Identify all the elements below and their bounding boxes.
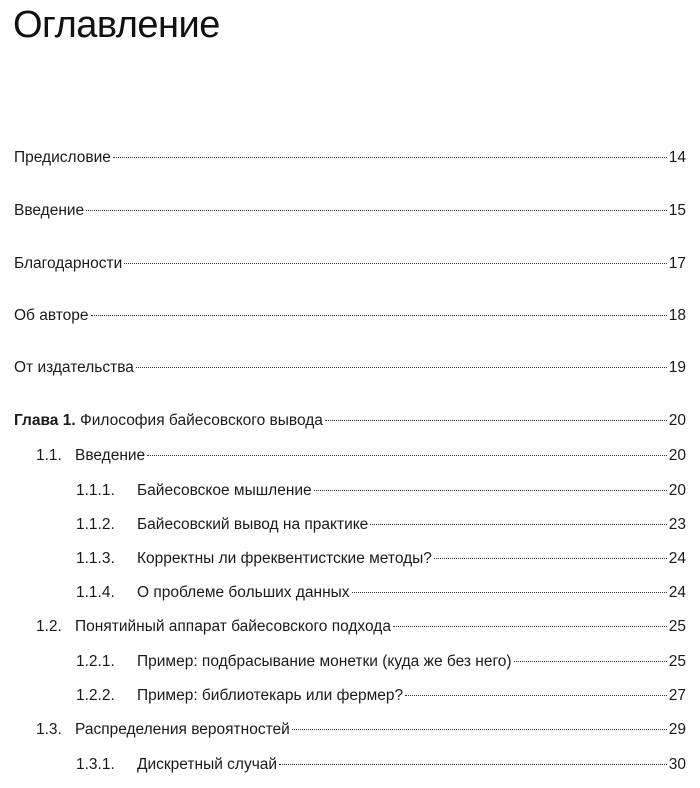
toc-entry-label: От издательства: [14, 359, 134, 376]
toc-entry-section-1-1-4[interactable]: [76, 583, 686, 603]
toc-entry-label: Благодарности: [14, 255, 123, 272]
toc-page-number: 18: [668, 307, 686, 324]
dot-leader: [405, 695, 667, 696]
chapter-title: Философия байесовского вывода: [79, 412, 323, 429]
toc-entry-preface[interactable]: [14, 148, 686, 168]
toc-page-number: 14: [668, 149, 686, 166]
dot-leader: [314, 490, 667, 491]
toc-entry-section-1-3[interactable]: [36, 720, 686, 740]
toc-entry-section-1-2-1[interactable]: [76, 652, 686, 672]
section-number: 1.1.: [36, 447, 62, 464]
toc-entry-section-1-1[interactable]: [36, 446, 686, 466]
toc-entry-introduction[interactable]: [14, 201, 686, 221]
section-number: 1.1.4.: [76, 584, 115, 601]
toc-page-number: 17: [668, 255, 686, 272]
toc-entry-section-1-2-2[interactable]: [76, 686, 686, 706]
toc-entry-label: О проблеме больших данных: [137, 584, 350, 601]
dot-leader: [352, 592, 667, 593]
toc-page-number: 20: [668, 412, 686, 429]
toc-entry-label: Байесовский вывод на практике: [137, 516, 369, 533]
chapter-prefix: Глава 1.: [14, 412, 76, 429]
section-number: 1.3.1.: [76, 756, 115, 773]
toc-entry-label: Об авторе: [14, 307, 89, 324]
toc-entry-section-1-3-1[interactable]: [76, 755, 686, 775]
toc-entry-label: Корректны ли фреквентистские методы?: [137, 550, 432, 567]
toc-entry-label: [14, 411, 323, 431]
toc-entry-label: Дискретный случай: [137, 756, 278, 773]
toc-entry-label: Понятийный аппарат байесовского подхода: [75, 618, 391, 635]
dot-leader: [434, 558, 667, 559]
toc-entry-label: Байесовское мышление: [137, 482, 312, 499]
toc-entry-label: Распределения вероятностей: [75, 721, 290, 738]
dot-leader: [279, 764, 667, 765]
toc-entry-chapter-1[interactable]: [14, 411, 686, 431]
toc-page-number: 25: [668, 618, 686, 635]
toc-entry-acknowledgements[interactable]: [14, 254, 686, 274]
toc-page-number: 15: [668, 202, 686, 219]
toc-page-number: 20: [668, 447, 686, 464]
toc-entry-section-1-2[interactable]: [36, 617, 686, 637]
toc-page-number: 24: [668, 550, 686, 567]
toc-page-number: 30: [668, 756, 686, 773]
dot-leader: [147, 455, 667, 456]
toc-entry-section-1-1-3[interactable]: [76, 549, 686, 569]
toc-page-number: 25: [668, 653, 686, 670]
section-number: 1.2.2.: [76, 687, 115, 704]
dot-leader: [124, 263, 667, 264]
dot-leader: [113, 157, 667, 158]
toc-page-number: 20: [668, 482, 686, 499]
toc-page-number: 19: [668, 359, 686, 376]
toc-page-number: 24: [668, 584, 686, 601]
section-number: 1.2.1.: [76, 653, 115, 670]
dot-leader: [514, 661, 667, 662]
dot-leader: [325, 420, 667, 421]
section-number: 1.1.3.: [76, 550, 115, 567]
section-number: 1.3.: [36, 721, 62, 738]
toc-entry-section-1-1-2[interactable]: [76, 515, 686, 535]
dot-leader: [393, 626, 667, 627]
section-number: 1.1.2.: [76, 516, 115, 533]
toc-entry-label: Предисловие: [14, 149, 111, 166]
dot-leader: [292, 729, 667, 730]
toc-entry-label: Введение: [14, 202, 85, 219]
dot-leader: [370, 524, 666, 525]
toc-entry-section-1-1-1[interactable]: [76, 481, 686, 501]
toc-page-number: 29: [668, 721, 686, 738]
dot-leader: [136, 367, 667, 368]
section-number: 1.1.1.: [76, 482, 115, 499]
toc-entry-label: Пример: библиотекарь или фермер?: [137, 687, 404, 704]
toc-entry-label: Пример: подбрасывание монетки (куда же без него): [137, 653, 512, 670]
toc-entry-label: Введение: [75, 447, 146, 464]
dot-leader: [86, 210, 667, 211]
section-number: 1.2.: [36, 618, 62, 635]
page-title: Оглавление: [13, 4, 220, 46]
dot-leader: [91, 315, 667, 316]
toc-entry-about-author[interactable]: [14, 306, 686, 326]
toc-page-number: 27: [668, 687, 686, 704]
toc-entry-publisher[interactable]: [14, 358, 686, 378]
toc-page-number: 23: [668, 516, 686, 533]
